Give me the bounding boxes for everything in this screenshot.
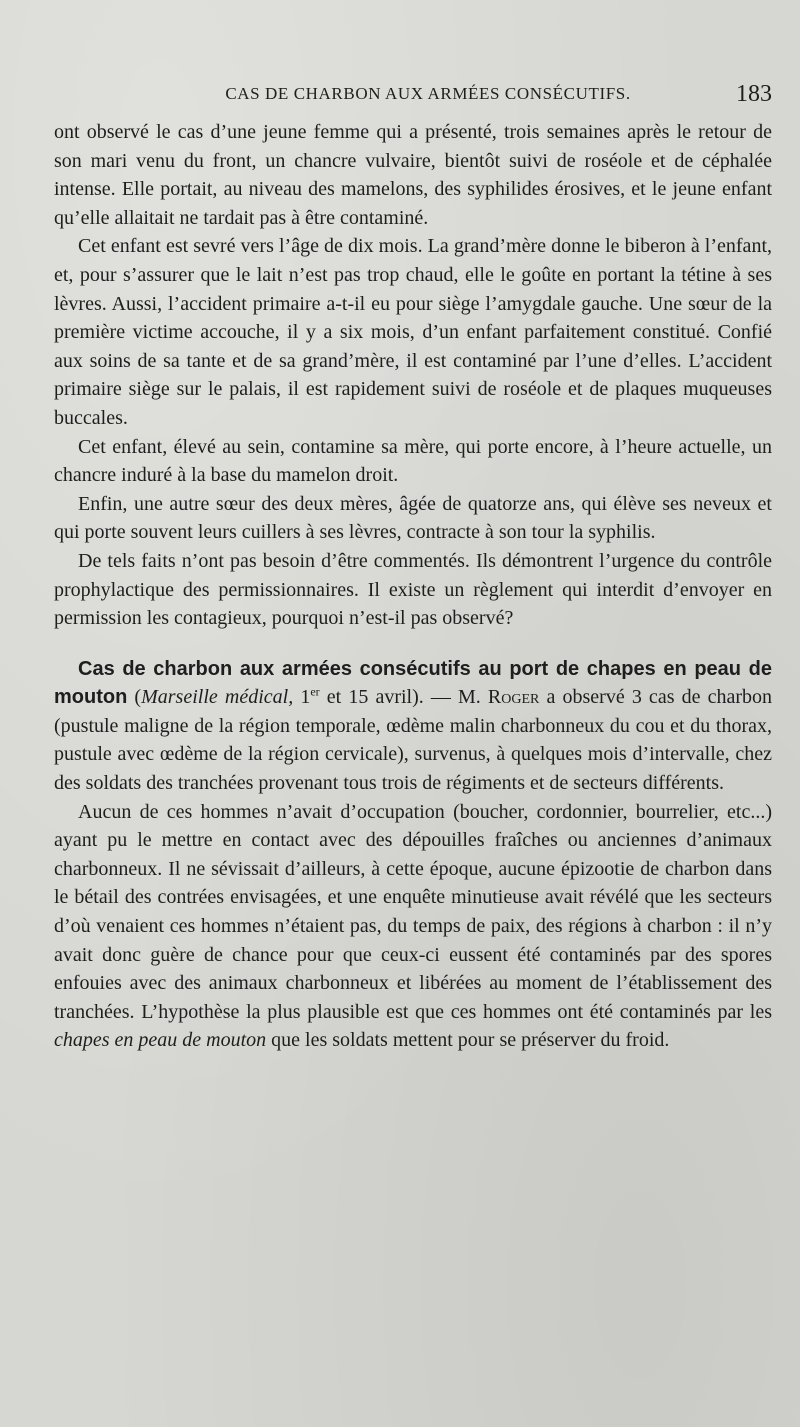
article-text-2-start: Aucun de ces hommes n’avait d’occupation (boucher, cordonnier, bourrelier, etc...) ayant pu le mettre en contact avec des dépouilles fraîches ou anciennes d’animaux charbonneux. Il ne sévissait d’ailleurs, à cette époque, aucune épizootie de charbon dans le bétail des contrées envisagées, et une enquête minutieuse avait révélé que les secteurs d’où venaient ces hommes n’étaient pas, du temps de paix, des régions à charbon : il n’y avait donc guère de chance pour que ceux-ci eussent été contaminés par des spores enfouies avec des animaux charbonneux et libérées au moment de l’établissement des tranchées. L’hypothèse la plus plausible est que ces hommes ont été contaminés par les: [54, 800, 772, 1023]
article-paragraph: [54, 655, 772, 798]
source-journal: Marseille médical,: [141, 686, 294, 709]
source-rest: et 15 avril). — M.: [319, 686, 488, 709]
article-text-2-italic: chapes en peau de mouton: [54, 1029, 267, 1052]
article-paragraph-2: [54, 798, 772, 1055]
paragraph: Cet enfant, élevé au sein, contamine sa mère, qui porte encore, à l’heure actuelle, un chancre induré à la base du mamelon droit.: [54, 435, 772, 487]
page-number: 183: [736, 81, 772, 107]
paragraph: Cet enfant est sevré vers l’âge de dix mois. La grand’mère donne le biberon à l’enfant, et, pour s’assurer que le lait n’est pas trop chaud, elle le goûte en portant la tétine à ses lèvres. Aussi, l’accident primaire a-t-il eu pour siège l’amygdale gauche. Une sœur de la première victime accouche, il y a six mois, d’un enfant parfaitement constitué. Confié aux soins de sa tante et de sa grand’mère, il est contaminé par l’une d’elles. L’accident primaire siège sur le palais, il est rapidement suivi de roséole et de plaques muqueuses buccales.: [54, 235, 772, 429]
source-open: (: [127, 686, 142, 709]
document-page: [54, 81, 773, 1055]
source-superscript: er: [310, 684, 320, 699]
article-text-1: a observé 3 cas de charbon (pustule maligne de la région temporale, œdème malin charbonneux du cou et du thorax, pustule avec œdème de la région cervicale), survenus, à quelques mois d’intervalle, chez des soldats des tranchées provenant tous trois de régiments et de secteurs différents.: [54, 686, 773, 795]
paragraph: Enfin, une autre sœur des deux mères, âgée de quatorze ans, qui élève ses neveux et qui porte souvent leurs cuillers à ses lèvres, contracte à son tour la syphilis.: [54, 492, 772, 544]
running-header: [54, 81, 772, 118]
running-title: CAS DE CHARBON AUX ARMÉES CONSÉCUTIFS.: [225, 84, 631, 103]
author-name: Roger: [487, 686, 540, 709]
article-heading: Cas de charbon aux armées consécutifs au port de chapes en peau de mouton: [54, 657, 772, 709]
paragraph-continuation: ont observé le cas d’une jeune femme qui a présenté, trois semaines après le retour de son mari venu du front, un chancre vulvaire, bientôt suivi de roséole et de céphalée intense. Elle portait, au niveau des mamelons, des syphilides érosives, et le jeune enfant qu’elle allaitait ne tardait pas à être contaminé.: [54, 121, 772, 229]
body-text: [54, 118, 772, 1055]
source-day: 1: [293, 686, 311, 709]
article-text-2-end: que les soldats mettent pour se préserver du froid.: [266, 1029, 670, 1052]
paragraph: De tels faits n’ont pas besoin d’être commentés. Ils démontrent l’urgence du contrôle prophylactique des permissionnaires. Il existe un règlement qui interdit d’envoyer en permission les contagieux, pourquoi n’est-il pas observé?: [54, 549, 772, 630]
